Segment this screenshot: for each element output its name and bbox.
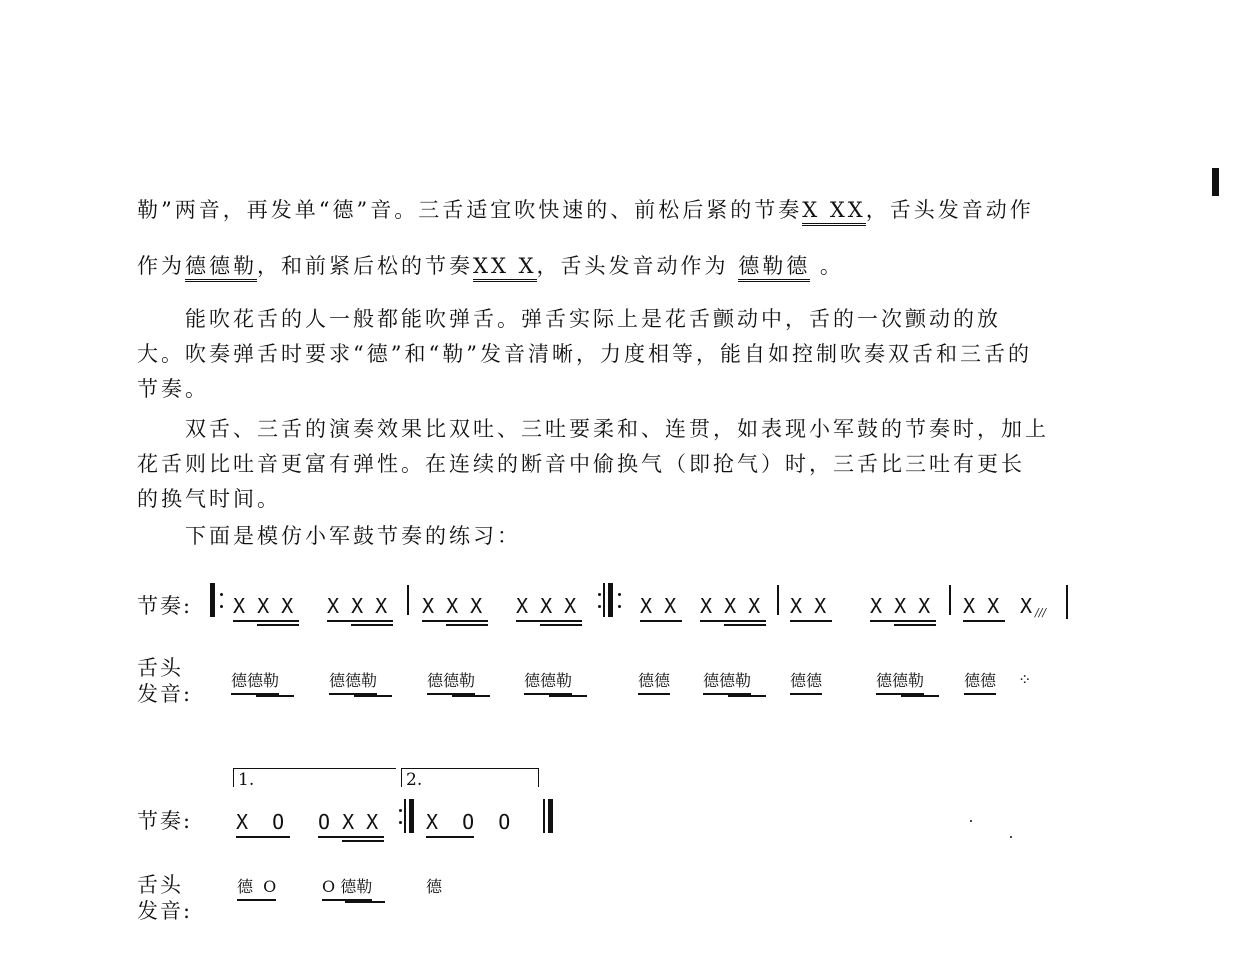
syllable-inline: 德德勒 (185, 254, 257, 282)
syllable-underline (256, 695, 294, 697)
tongue-label-line: 舌头 (137, 656, 183, 680)
barline (949, 585, 951, 615)
beat-note: X O O (426, 810, 511, 834)
text-span: ，舌头发音动作为 (536, 254, 739, 278)
syllable-underline (728, 695, 766, 697)
speck (1010, 836, 1012, 838)
text-span: ，舌头发音动作 (865, 198, 1034, 222)
repeat-dot (220, 593, 223, 596)
text-span: 勒”两音，再发单“德”音。三舌适宜吹快速的、前松后紧的节奏 (137, 198, 803, 222)
repeat-start-barline (210, 583, 215, 617)
repeat-dot (399, 821, 402, 824)
rhythm-label: 节奏: (137, 809, 193, 833)
beam (640, 620, 682, 622)
syllable-group: 德德 (790, 668, 822, 695)
double-barline (603, 583, 605, 617)
beam (790, 620, 832, 622)
roll-mark: /// (1035, 606, 1047, 619)
beam (342, 840, 384, 842)
repeat-dot (618, 605, 621, 608)
beat-note: X X (640, 594, 677, 618)
paragraph-2-line-2: 大。吹奏弹舌时要求“德”和“勒”发音清晰，力度相等，能自如控制吹奏双舌和三舌的 (137, 342, 1032, 366)
roll-symbol: ⁘ (1018, 670, 1032, 689)
tongue-label-line: 舌头 (137, 873, 183, 897)
syllable-group: O 德勒 (322, 874, 372, 901)
beam (327, 620, 393, 622)
beat-note: X X (963, 594, 1000, 618)
syllable-group: 德德勒 (524, 668, 572, 695)
rhythm-label: 节奏: (137, 594, 193, 618)
paragraph-2-line-3: 节奏。 (137, 377, 209, 401)
repeat-dot (618, 593, 621, 596)
rhythm-inline: XX X (473, 254, 537, 282)
volta-second-ending: 2. (401, 768, 539, 787)
syllable-group: 德德勒 (231, 668, 279, 695)
syllable-underline (354, 695, 392, 697)
paragraph-3-line-1: 双舌、三舌的演奏效果比双吐、三吐要柔和、连贯，如表现小军鼓的节奏时，加上 (185, 417, 1049, 441)
beat-note: X O (236, 810, 285, 834)
syllable-group: 德 (426, 877, 443, 896)
repeat-dot (399, 809, 402, 812)
double-barline (608, 583, 613, 617)
barline (1066, 585, 1068, 619)
text-span: 。 (810, 254, 844, 278)
repeat-end-barline (404, 799, 406, 833)
repeat-end-barline (409, 799, 414, 833)
beam (426, 836, 474, 838)
beam (233, 620, 299, 622)
barline (407, 585, 409, 615)
final-barline (543, 799, 545, 833)
beam (894, 624, 936, 626)
beat-note: X X X (233, 594, 294, 618)
tongue-label-line: 发音: (137, 899, 193, 923)
beat-note: X X X (422, 594, 483, 618)
beat-note: X X X (327, 594, 388, 618)
beat-note: X X (790, 594, 827, 618)
beam (724, 624, 766, 626)
beam (422, 620, 488, 622)
syllable-underline (452, 695, 490, 697)
syllable-group: 德德勒 (427, 668, 475, 695)
repeat-dot (598, 605, 601, 608)
barline (777, 585, 779, 615)
syllable-underline (345, 901, 385, 903)
repeat-dot (598, 593, 601, 596)
speck (970, 820, 972, 822)
tongue-label-line: 发音: (137, 682, 193, 706)
syllable-group: 德德勒 (329, 668, 377, 695)
beat-note: X X X (700, 594, 761, 618)
text-line-2 (137, 249, 1067, 283)
syllable-group: 德德 (964, 668, 996, 695)
final-barline (548, 799, 553, 833)
beam (446, 624, 488, 626)
beam (236, 836, 290, 838)
text-line-1 (137, 193, 1067, 227)
paragraph-3-line-2: 花舌则比吐音更富有弹性。在连续的断音中偷换气（即抢气）时，三舌比三吐有更长 (137, 452, 1025, 476)
beam (963, 620, 1005, 622)
rhythm-inline: X XX (802, 198, 866, 226)
beam (351, 624, 393, 626)
syllable-group: 德德勒 (703, 668, 751, 695)
text-span: 作为 (137, 254, 185, 278)
paragraph-4: 下面是模仿小军鼓节奏的练习： (185, 524, 521, 548)
tongue-label (137, 655, 192, 707)
syllable-group: 德德 (638, 668, 670, 695)
beam (870, 620, 936, 622)
syllable-underline (901, 695, 939, 697)
beam (318, 836, 384, 838)
paragraph-3-line-3: 的换气时间。 (137, 487, 281, 511)
beam (700, 620, 766, 622)
beat-note: X (1020, 594, 1033, 618)
syllable-group: 德 O (237, 874, 276, 901)
tongue-label (137, 872, 192, 924)
beat-note: X X X (516, 594, 577, 618)
syllable-underline (549, 695, 587, 697)
beat-note: X X X (870, 594, 931, 618)
syllable-inline: 德勒德 (738, 254, 810, 282)
beam (540, 624, 582, 626)
beam (257, 624, 299, 626)
beat-note: O X X (318, 810, 379, 834)
volta-first-ending: 1. (233, 768, 396, 787)
syllable-group: 德德勒 (876, 668, 924, 695)
text-span: ，和前紧后松的节奏 (257, 254, 473, 278)
beam (516, 620, 582, 622)
paragraph-2-line-1: 能吹花舌的人一般都能吹弹舌。弹舌实际上是花舌颤动中，舌的一次颤动的放 (185, 307, 1001, 331)
margin-mark (1212, 168, 1219, 196)
repeat-dot (220, 605, 223, 608)
